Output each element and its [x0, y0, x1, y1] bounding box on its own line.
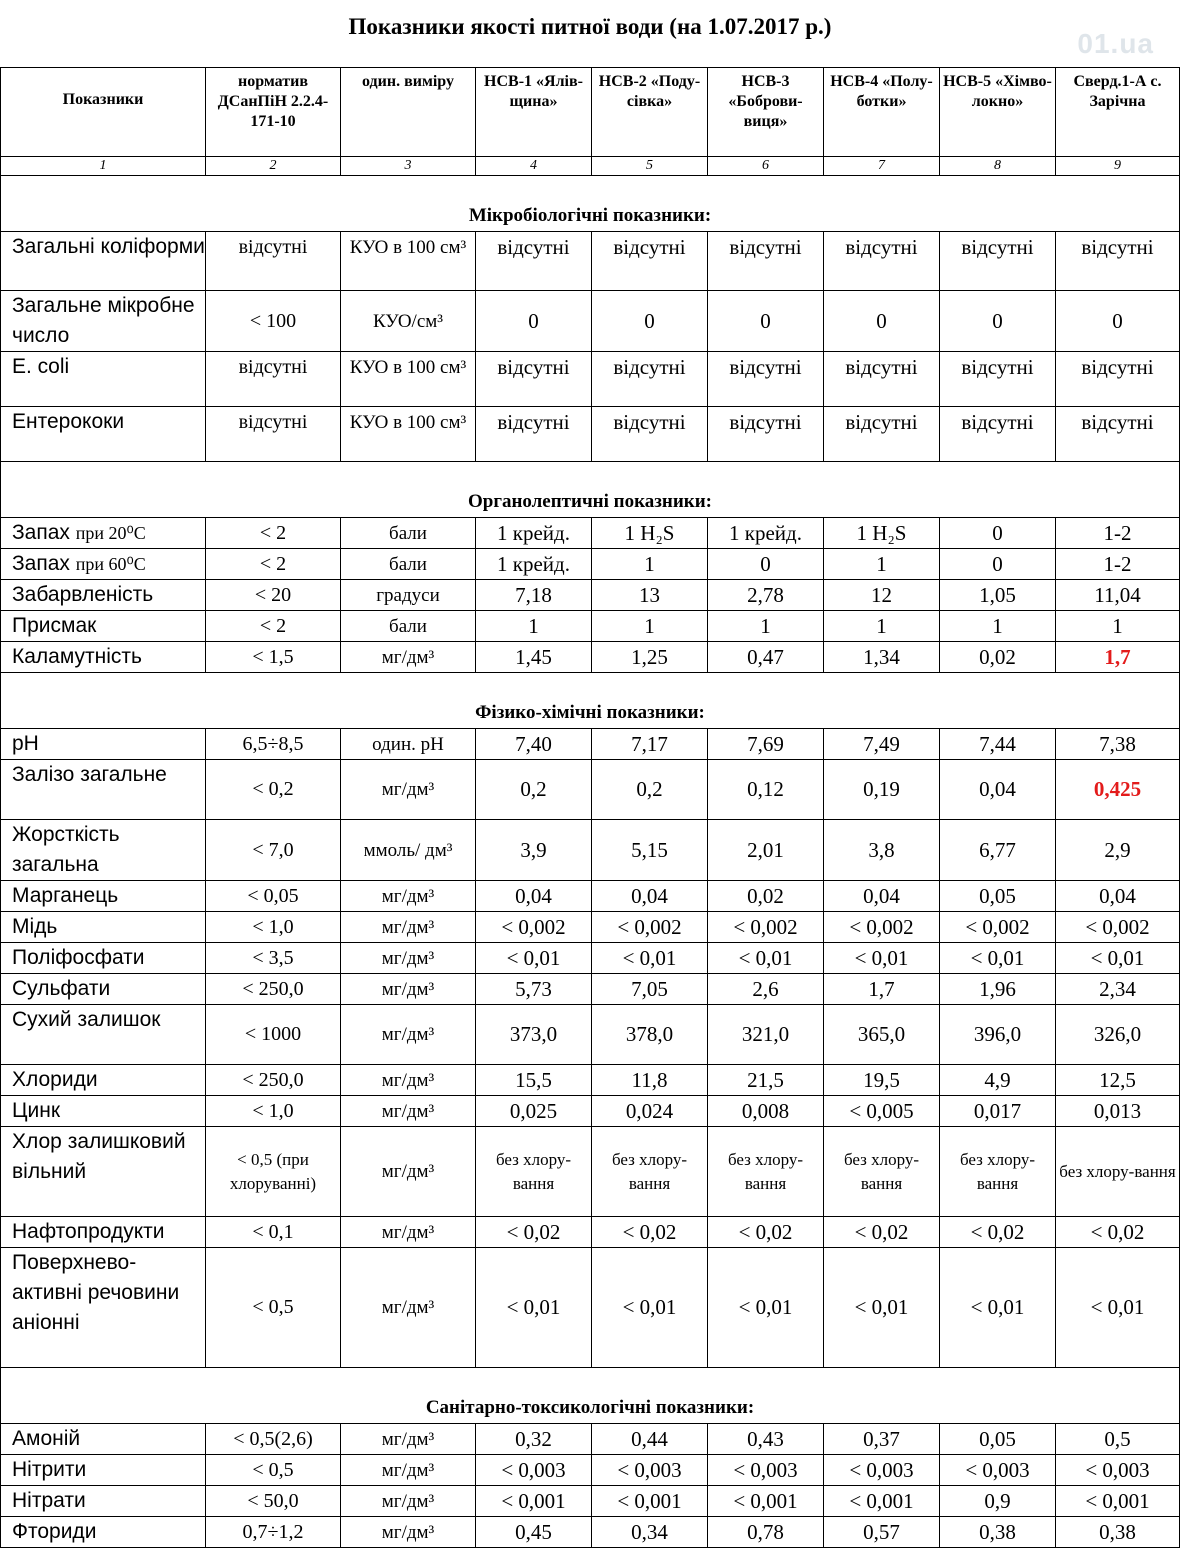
norm-value: < 0,5(2,6) [206, 1424, 341, 1455]
indicator-name: Хлор залишковий вільний [1, 1127, 206, 1217]
station-value: 396,0 [940, 1005, 1056, 1065]
station-value: < 0,01 [824, 1248, 940, 1368]
norm-value: < 0,5 [206, 1248, 341, 1368]
table-row [1, 291, 1180, 352]
unit-value: мг/дм³ [341, 1096, 476, 1127]
station-value: 7,38 [1056, 729, 1180, 760]
norm-value: 6,5÷8,5 [206, 729, 341, 760]
station-value: 0 [708, 549, 824, 580]
table-row [1, 518, 1180, 549]
station-value: 0,02 [940, 642, 1056, 673]
station-value: 1 крейд. [476, 549, 592, 580]
station-value: 0,9 [940, 1486, 1056, 1517]
station-value: 0,44 [592, 1424, 708, 1455]
station-value: 0 [940, 518, 1056, 549]
column-numbers-row [1, 157, 1180, 176]
station-value: 0,04 [824, 881, 940, 912]
station-value: 3,8 [824, 820, 940, 881]
station-value: 0 [708, 291, 824, 352]
indicator-name: Цинк [1, 1096, 206, 1127]
section-title: Органолептичні показники: [1, 462, 1180, 518]
station-value: відсутні [708, 407, 824, 462]
station-value: < 0,02 [476, 1217, 592, 1248]
station-value: 1,05 [940, 580, 1056, 611]
section-physchem [1, 673, 1180, 729]
station-value: 5,73 [476, 974, 592, 1005]
norm-value: відсутні [206, 232, 341, 291]
indicator-name: Нітрати [1, 1486, 206, 1517]
norm-value: відсутні [206, 352, 341, 407]
unit-value: мг/дм³ [341, 1486, 476, 1517]
indicator-name: Марганець [1, 881, 206, 912]
station-value: 1 [592, 549, 708, 580]
station-value: 0 [824, 291, 940, 352]
station-value: без хлору-вання [940, 1127, 1056, 1217]
station-value: < 0,01 [708, 943, 824, 974]
indicator-name: Амоній [1, 1424, 206, 1455]
station-value: 0 [940, 291, 1056, 352]
station-value: 1 [592, 611, 708, 642]
station-value: 321,0 [708, 1005, 824, 1065]
table-row [1, 407, 1180, 462]
station-value: < 0,01 [476, 1248, 592, 1368]
norm-value: < 0,2 [206, 760, 341, 820]
station-value: 0,32 [476, 1424, 592, 1455]
section-title: Фізико-хімічні показники: [1, 673, 1180, 729]
table-row [1, 1005, 1180, 1065]
station-value: 7,17 [592, 729, 708, 760]
column-number: 5 [592, 157, 708, 176]
station-value: < 0,01 [708, 1248, 824, 1368]
norm-value: < 0,1 [206, 1217, 341, 1248]
station-value: < 0,02 [592, 1217, 708, 1248]
station-value: 0 [476, 291, 592, 352]
unit-value: градуси [341, 580, 476, 611]
table-row [1, 1486, 1180, 1517]
indicator-label: Запах [12, 521, 70, 544]
station-value: відсутні [940, 232, 1056, 291]
station-value: 11,8 [592, 1065, 708, 1096]
indicator-name: Фториди [1, 1517, 206, 1548]
indicator-name: Мідь [1, 912, 206, 943]
station-value: < 0,01 [940, 943, 1056, 974]
station-value: відсутні [1056, 352, 1180, 407]
station-value: 0,37 [824, 1424, 940, 1455]
station-value: 1 [940, 611, 1056, 642]
station-value: відсутні [1056, 232, 1180, 291]
station-value: 326,0 [1056, 1005, 1180, 1065]
station-value: < 0,01 [592, 1248, 708, 1368]
table-row [1, 1455, 1180, 1486]
station-value: 1 [824, 549, 940, 580]
table-row [1, 760, 1180, 820]
station-value: < 0,001 [708, 1486, 824, 1517]
station-value: відсутні [476, 352, 592, 407]
station-value: 0,024 [592, 1096, 708, 1127]
station-value: 0,57 [824, 1517, 940, 1548]
station-value: < 0,01 [592, 943, 708, 974]
header-s4: НСВ-4 «Полу-ботки» [824, 68, 940, 157]
indicator-note: при 20⁰С [75, 523, 146, 543]
unit-value: мг/дм³ [341, 760, 476, 820]
table-row [1, 1217, 1180, 1248]
station-value: 21,5 [708, 1065, 824, 1096]
station-value: < 0,002 [476, 912, 592, 943]
table-row [1, 1127, 1180, 1217]
station-value: 0,38 [940, 1517, 1056, 1548]
station-value: 0,45 [476, 1517, 592, 1548]
station-value: 373,0 [476, 1005, 592, 1065]
norm-value: 0,7÷1,2 [206, 1517, 341, 1548]
indicator-name: Забарвленість [1, 580, 206, 611]
norm-value: < 50,0 [206, 1486, 341, 1517]
norm-value: < 0,5 (при хлоруванні) [206, 1127, 341, 1217]
norm-value: < 1,0 [206, 912, 341, 943]
station-value: 0,19 [824, 760, 940, 820]
station-value: 2,9 [1056, 820, 1180, 881]
station-value: < 0,003 [940, 1455, 1056, 1486]
indicator-note: при 60⁰С [75, 554, 146, 574]
unit-value: ммоль/ дм³ [341, 820, 476, 881]
station-value: 4,9 [940, 1065, 1056, 1096]
station-value: 13 [592, 580, 708, 611]
unit-value: мг/дм³ [341, 1424, 476, 1455]
station-value: 0 [1056, 291, 1180, 352]
station-value: відсутні [476, 232, 592, 291]
indicator-name: Поверхнево-активні речовини аніонні [1, 1248, 206, 1368]
station-value: без хлору-вання [824, 1127, 940, 1217]
station-value: 1,7 [824, 974, 940, 1005]
station-value: 1 [1056, 611, 1180, 642]
norm-value: < 1,5 [206, 642, 341, 673]
station-value: відсутні [708, 232, 824, 291]
station-value: 7,18 [476, 580, 592, 611]
indicator-name: Жорсткість загальна [1, 820, 206, 881]
station-value: 15,5 [476, 1065, 592, 1096]
table-header [1, 68, 1180, 157]
norm-value: < 20 [206, 580, 341, 611]
station-value: відсутні [708, 352, 824, 407]
norm-value: < 7,0 [206, 820, 341, 881]
table-row [1, 580, 1180, 611]
indicator-name [1, 549, 206, 580]
station-value: 2,01 [708, 820, 824, 881]
column-number: 9 [1056, 157, 1180, 176]
section-title: Санітарно-токсикологічні показники: [1, 1368, 1180, 1424]
table-row [1, 1424, 1180, 1455]
indicator-name [1, 518, 206, 549]
station-value: без хлору-вання [708, 1127, 824, 1217]
norm-value: < 2 [206, 611, 341, 642]
station-value: 0,017 [940, 1096, 1056, 1127]
station-value: без хлору-вання [1056, 1127, 1180, 1217]
station-value: 12 [824, 580, 940, 611]
station-value: відсутні [592, 352, 708, 407]
station-value: 1,45 [476, 642, 592, 673]
station-value: < 0,005 [824, 1096, 940, 1127]
station-value: 7,49 [824, 729, 940, 760]
section-title: Мікробіологічні показники: [1, 176, 1180, 232]
station-value: без хлору-вання [592, 1127, 708, 1217]
unit-value: мг/дм³ [341, 1455, 476, 1486]
column-number: 3 [341, 157, 476, 176]
norm-value: < 250,0 [206, 1065, 341, 1096]
table-row [1, 820, 1180, 881]
station-value: відсутні [940, 352, 1056, 407]
table-row [1, 1248, 1180, 1368]
station-value: 0,2 [476, 760, 592, 820]
indicator-name: pH [1, 729, 206, 760]
indicator-name: Поліфосфати [1, 943, 206, 974]
station-value: відсутні [476, 407, 592, 462]
station-value: 0 [592, 291, 708, 352]
station-value: 0,78 [708, 1517, 824, 1548]
station-value: < 0,002 [940, 912, 1056, 943]
unit-value: мг/дм³ [341, 1248, 476, 1368]
station-value: 0,47 [708, 642, 824, 673]
station-value: 6,77 [940, 820, 1056, 881]
station-value: < 0,003 [592, 1455, 708, 1486]
station-value: 0,38 [1056, 1517, 1180, 1548]
station-value: відсутні [592, 407, 708, 462]
indicator-name: Сульфати [1, 974, 206, 1005]
station-value: 1 [824, 611, 940, 642]
table-row [1, 729, 1180, 760]
station-value: 0,05 [940, 1424, 1056, 1455]
unit-value: мг/дм³ [341, 912, 476, 943]
norm-value: < 1000 [206, 1005, 341, 1065]
table-row [1, 642, 1180, 673]
unit-value: КУО в 100 см³ [341, 352, 476, 407]
station-value: 1,7 [1056, 642, 1180, 673]
station-value: 0,2 [592, 760, 708, 820]
unit-value: мг/дм³ [341, 1005, 476, 1065]
indicator-name: Сухий залишок [1, 1005, 206, 1065]
unit-value: мг/дм³ [341, 1127, 476, 1217]
station-value: < 0,003 [1056, 1455, 1180, 1486]
header-unit: один. виміру [341, 68, 476, 157]
column-number: 1 [1, 157, 206, 176]
header-s3: НСВ-3 «Боброви-виця» [708, 68, 824, 157]
unit-value: мг/дм³ [341, 943, 476, 974]
header-norm: норматив ДСанПіН 2.2.4-171-10 [206, 68, 341, 157]
station-value: 0,02 [708, 881, 824, 912]
station-value: без хлору-вання [476, 1127, 592, 1217]
station-value: 1,96 [940, 974, 1056, 1005]
norm-value: < 0,05 [206, 881, 341, 912]
station-value: 7,40 [476, 729, 592, 760]
station-value: 0,04 [940, 760, 1056, 820]
unit-value: КУО в 100 см³ [341, 232, 476, 291]
column-number: 6 [708, 157, 824, 176]
unit-value: КУО/см³ [341, 291, 476, 352]
station-value: 0,025 [476, 1096, 592, 1127]
water-quality-table [0, 67, 1180, 1548]
station-value: < 0,02 [708, 1217, 824, 1248]
station-value: 0,12 [708, 760, 824, 820]
station-value: 0,04 [476, 881, 592, 912]
station-value: 3,9 [476, 820, 592, 881]
station-value: 19,5 [824, 1065, 940, 1096]
norm-value: < 3,5 [206, 943, 341, 974]
norm-value: відсутні [206, 407, 341, 462]
indicator-name: Каламутність [1, 642, 206, 673]
station-value: < 0,001 [476, 1486, 592, 1517]
station-value: < 0,001 [1056, 1486, 1180, 1517]
station-value: < 0,001 [824, 1486, 940, 1517]
station-value: < 0,002 [1056, 912, 1180, 943]
column-number: 7 [824, 157, 940, 176]
station-value: < 0,003 [708, 1455, 824, 1486]
station-value: відсутні [824, 407, 940, 462]
indicator-name: Хлориди [1, 1065, 206, 1096]
section-organo [1, 462, 1180, 518]
header-s1: НСВ-1 «Ялів-щина» [476, 68, 592, 157]
norm-value: < 0,5 [206, 1455, 341, 1486]
unit-value: мг/дм³ [341, 1517, 476, 1548]
station-value: 7,69 [708, 729, 824, 760]
station-value: 0,425 [1056, 760, 1180, 820]
station-value: < 0,01 [476, 943, 592, 974]
column-number: 2 [206, 157, 341, 176]
station-value: 1 H₂S [592, 518, 708, 549]
station-value: відсутні [592, 232, 708, 291]
station-value: 1 [708, 611, 824, 642]
station-value: 1,25 [592, 642, 708, 673]
indicator-name: Залізо загальне [1, 760, 206, 820]
station-value: 0 [940, 549, 1056, 580]
station-value: 12,5 [1056, 1065, 1180, 1096]
station-value: 0,34 [592, 1517, 708, 1548]
station-value: < 0,01 [824, 943, 940, 974]
indicator-name: Нітрити [1, 1455, 206, 1486]
norm-value: < 100 [206, 291, 341, 352]
table-row [1, 611, 1180, 642]
unit-value: бали [341, 518, 476, 549]
station-value: 0,04 [592, 881, 708, 912]
station-value: < 0,003 [824, 1455, 940, 1486]
table-row [1, 1096, 1180, 1127]
unit-value: мг/дм³ [341, 1065, 476, 1096]
station-value: < 0,01 [1056, 1248, 1180, 1368]
indicator-name: Загальні коліформи [1, 232, 206, 291]
station-value: відсутні [824, 232, 940, 291]
table-row [1, 549, 1180, 580]
watermark-logo: 01.ua [1077, 28, 1154, 59]
table-row [1, 1065, 1180, 1096]
unit-value: бали [341, 611, 476, 642]
station-value: < 0,001 [592, 1486, 708, 1517]
unit-value: бали [341, 549, 476, 580]
station-value: 0,43 [708, 1424, 824, 1455]
unit-value: мг/дм³ [341, 642, 476, 673]
station-value: < 0,01 [940, 1248, 1056, 1368]
header-s5: НСВ-5 «Хімво-локно» [940, 68, 1056, 157]
indicator-label: Запах [12, 552, 70, 575]
station-value: < 0,002 [592, 912, 708, 943]
unit-value: мг/дм³ [341, 881, 476, 912]
unit-value: мг/дм³ [341, 974, 476, 1005]
section-micro [1, 176, 1180, 232]
station-value: < 0,002 [708, 912, 824, 943]
norm-value: < 250,0 [206, 974, 341, 1005]
station-value: 0,008 [708, 1096, 824, 1127]
station-value: 5,15 [592, 820, 708, 881]
table-row [1, 232, 1180, 291]
station-value: відсутні [940, 407, 1056, 462]
column-number: 4 [476, 157, 592, 176]
table-row [1, 912, 1180, 943]
station-value: 0,04 [1056, 881, 1180, 912]
station-value: 0,05 [940, 881, 1056, 912]
section-sanitox [1, 1368, 1180, 1424]
norm-value: < 2 [206, 518, 341, 549]
table-row [1, 943, 1180, 974]
station-value: відсутні [824, 352, 940, 407]
station-value: 1 [476, 611, 592, 642]
station-value: 1 крейд. [708, 518, 824, 549]
station-value: < 0,02 [940, 1217, 1056, 1248]
norm-value: < 2 [206, 549, 341, 580]
station-value: 0,5 [1056, 1424, 1180, 1455]
station-value: 1-2 [1056, 549, 1180, 580]
indicator-name: Присмак [1, 611, 206, 642]
table-row [1, 974, 1180, 1005]
station-value: 0,013 [1056, 1096, 1180, 1127]
station-value: < 0,02 [824, 1217, 940, 1248]
station-value: < 0,02 [1056, 1217, 1180, 1248]
station-value: 1,34 [824, 642, 940, 673]
unit-value: КУО в 100 см³ [341, 407, 476, 462]
indicator-name: Ентерококи [1, 407, 206, 462]
station-value: відсутні [1056, 407, 1180, 462]
station-value: < 0,003 [476, 1455, 592, 1486]
header-indicators: Показники [1, 68, 206, 157]
station-value: 2,34 [1056, 974, 1180, 1005]
page-title: Показники якості питної води (на 1.07.2017 р.) [348, 14, 832, 39]
station-value: 1 H₂S [824, 518, 940, 549]
station-value: 378,0 [592, 1005, 708, 1065]
station-value: 7,05 [592, 974, 708, 1005]
indicator-name: Загальне мікробне число [1, 291, 206, 352]
station-value: < 0,01 [1056, 943, 1180, 974]
table-row [1, 1517, 1180, 1548]
station-value: 365,0 [824, 1005, 940, 1065]
table-row [1, 352, 1180, 407]
station-value: 1-2 [1056, 518, 1180, 549]
station-value: 2,6 [708, 974, 824, 1005]
norm-value: < 1,0 [206, 1096, 341, 1127]
header-s6: Сверд.1-А с. Зарічна [1056, 68, 1180, 157]
station-value: 7,44 [940, 729, 1056, 760]
indicator-name: E. coli [1, 352, 206, 407]
station-value: 1 крейд. [476, 518, 592, 549]
unit-value: мг/дм³ [341, 1217, 476, 1248]
indicator-name: Нафтопродукти [1, 1217, 206, 1248]
unit-value: один. pH [341, 729, 476, 760]
header-s2: НСВ-2 «Поду-сівка» [592, 68, 708, 157]
station-value: < 0,002 [824, 912, 940, 943]
column-number: 8 [940, 157, 1056, 176]
table-row [1, 881, 1180, 912]
station-value: 11,04 [1056, 580, 1180, 611]
station-value: 2,78 [708, 580, 824, 611]
